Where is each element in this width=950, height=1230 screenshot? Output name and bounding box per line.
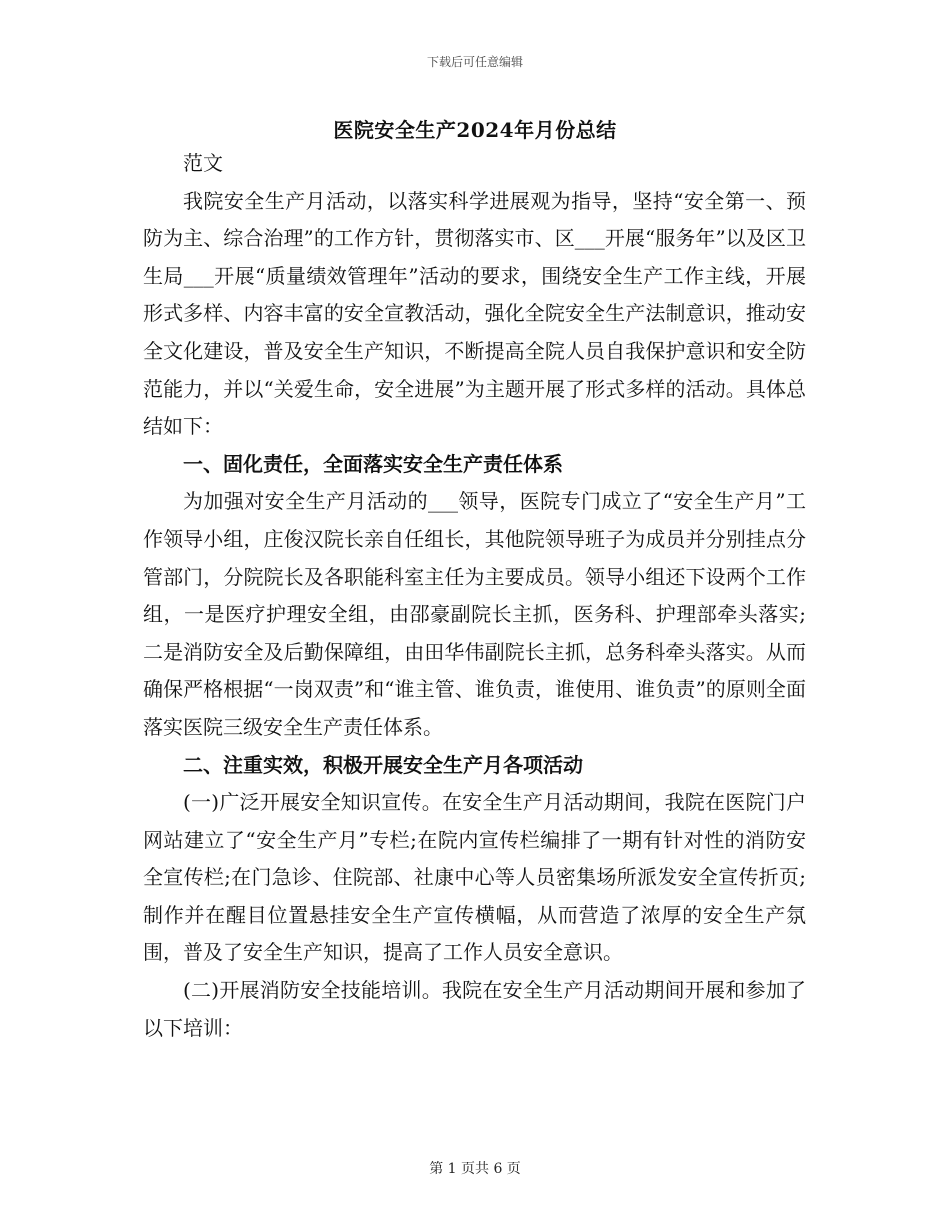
body-paragraph: (二)开展消防安全技能培训。我院在安全生产月活动期间开展和参加了以下培训： — [143, 978, 806, 1040]
document-body — [143, 145, 806, 1047]
body-paragraph: (一)广泛开展安全知识宣传。在安全生产月活动期间，我院在医院门户网站建立了“安全生产月”专栏;在院内宣传栏编排了一期有针对性的消防安全宣传栏;在门急诊、住院部、社康中心等人员密集场所派发安全宣传折页;制作并在醒目位置悬挂安全生产宣传横幅，从而营造了浓厚的安全生产氛围，普及了安全生产知识，提高了工作人员安全意识。 — [143, 790, 806, 965]
body-paragraph: 我院安全生产月活动，以落实科学进展观为指导，坚持“安全第一、预防为主、综合治理”的工作方针，贯彻落实市、区___开展“服务年”以及区卫生局___开展“质量绩效管理年”活动的要求，围绕安全生产工作主线，开展形式多样、内容丰富的安全宣教活动，强化全院安全生产法制意识，推动安全文化建设，普及安全生产知识，不断提高全院人员自我保护意识和安全防范能力，并以“关爱生命，安全进展”为主题开展了形式多样的活动。具体总结如下： — [143, 188, 806, 439]
page-footer: 第 1 页共 6 页 — [429, 1161, 521, 1177]
body-paragraph: 范文 — [183, 151, 223, 175]
body-paragraph: 为加强对安全生产月活动的___领导，医院专门成立了“安全生产月”工作领导小组，庄俊汉院长亲自任组长，其他院领导班子为成员并分别挂点分管部门，分院院长及各职能科室主任为主要成员。领导小组还下设两个工作组，一是医疗护理安全组，由邵豪副院长主抓，医务科、护理部牵头落实;二是消防安全及后勤保障组，由田华伟副院长主抓，总务科牵头落实。从而确保严格根据“一岗双责”和“谁主管、谁负责，谁使用、谁负责”的原则全面落实医院三级安全生产责任体系。 — [143, 489, 806, 739]
page-header: 下载后可任意编辑 — [426, 55, 523, 69]
section-heading: 一、固化责任，全面落实安全生产责任体系 — [183, 451, 563, 476]
document-title: 医院安全生产2024年月份总结 — [333, 118, 617, 142]
section-heading: 二、注重实效，积极开展安全生产月各项活动 — [183, 752, 583, 777]
